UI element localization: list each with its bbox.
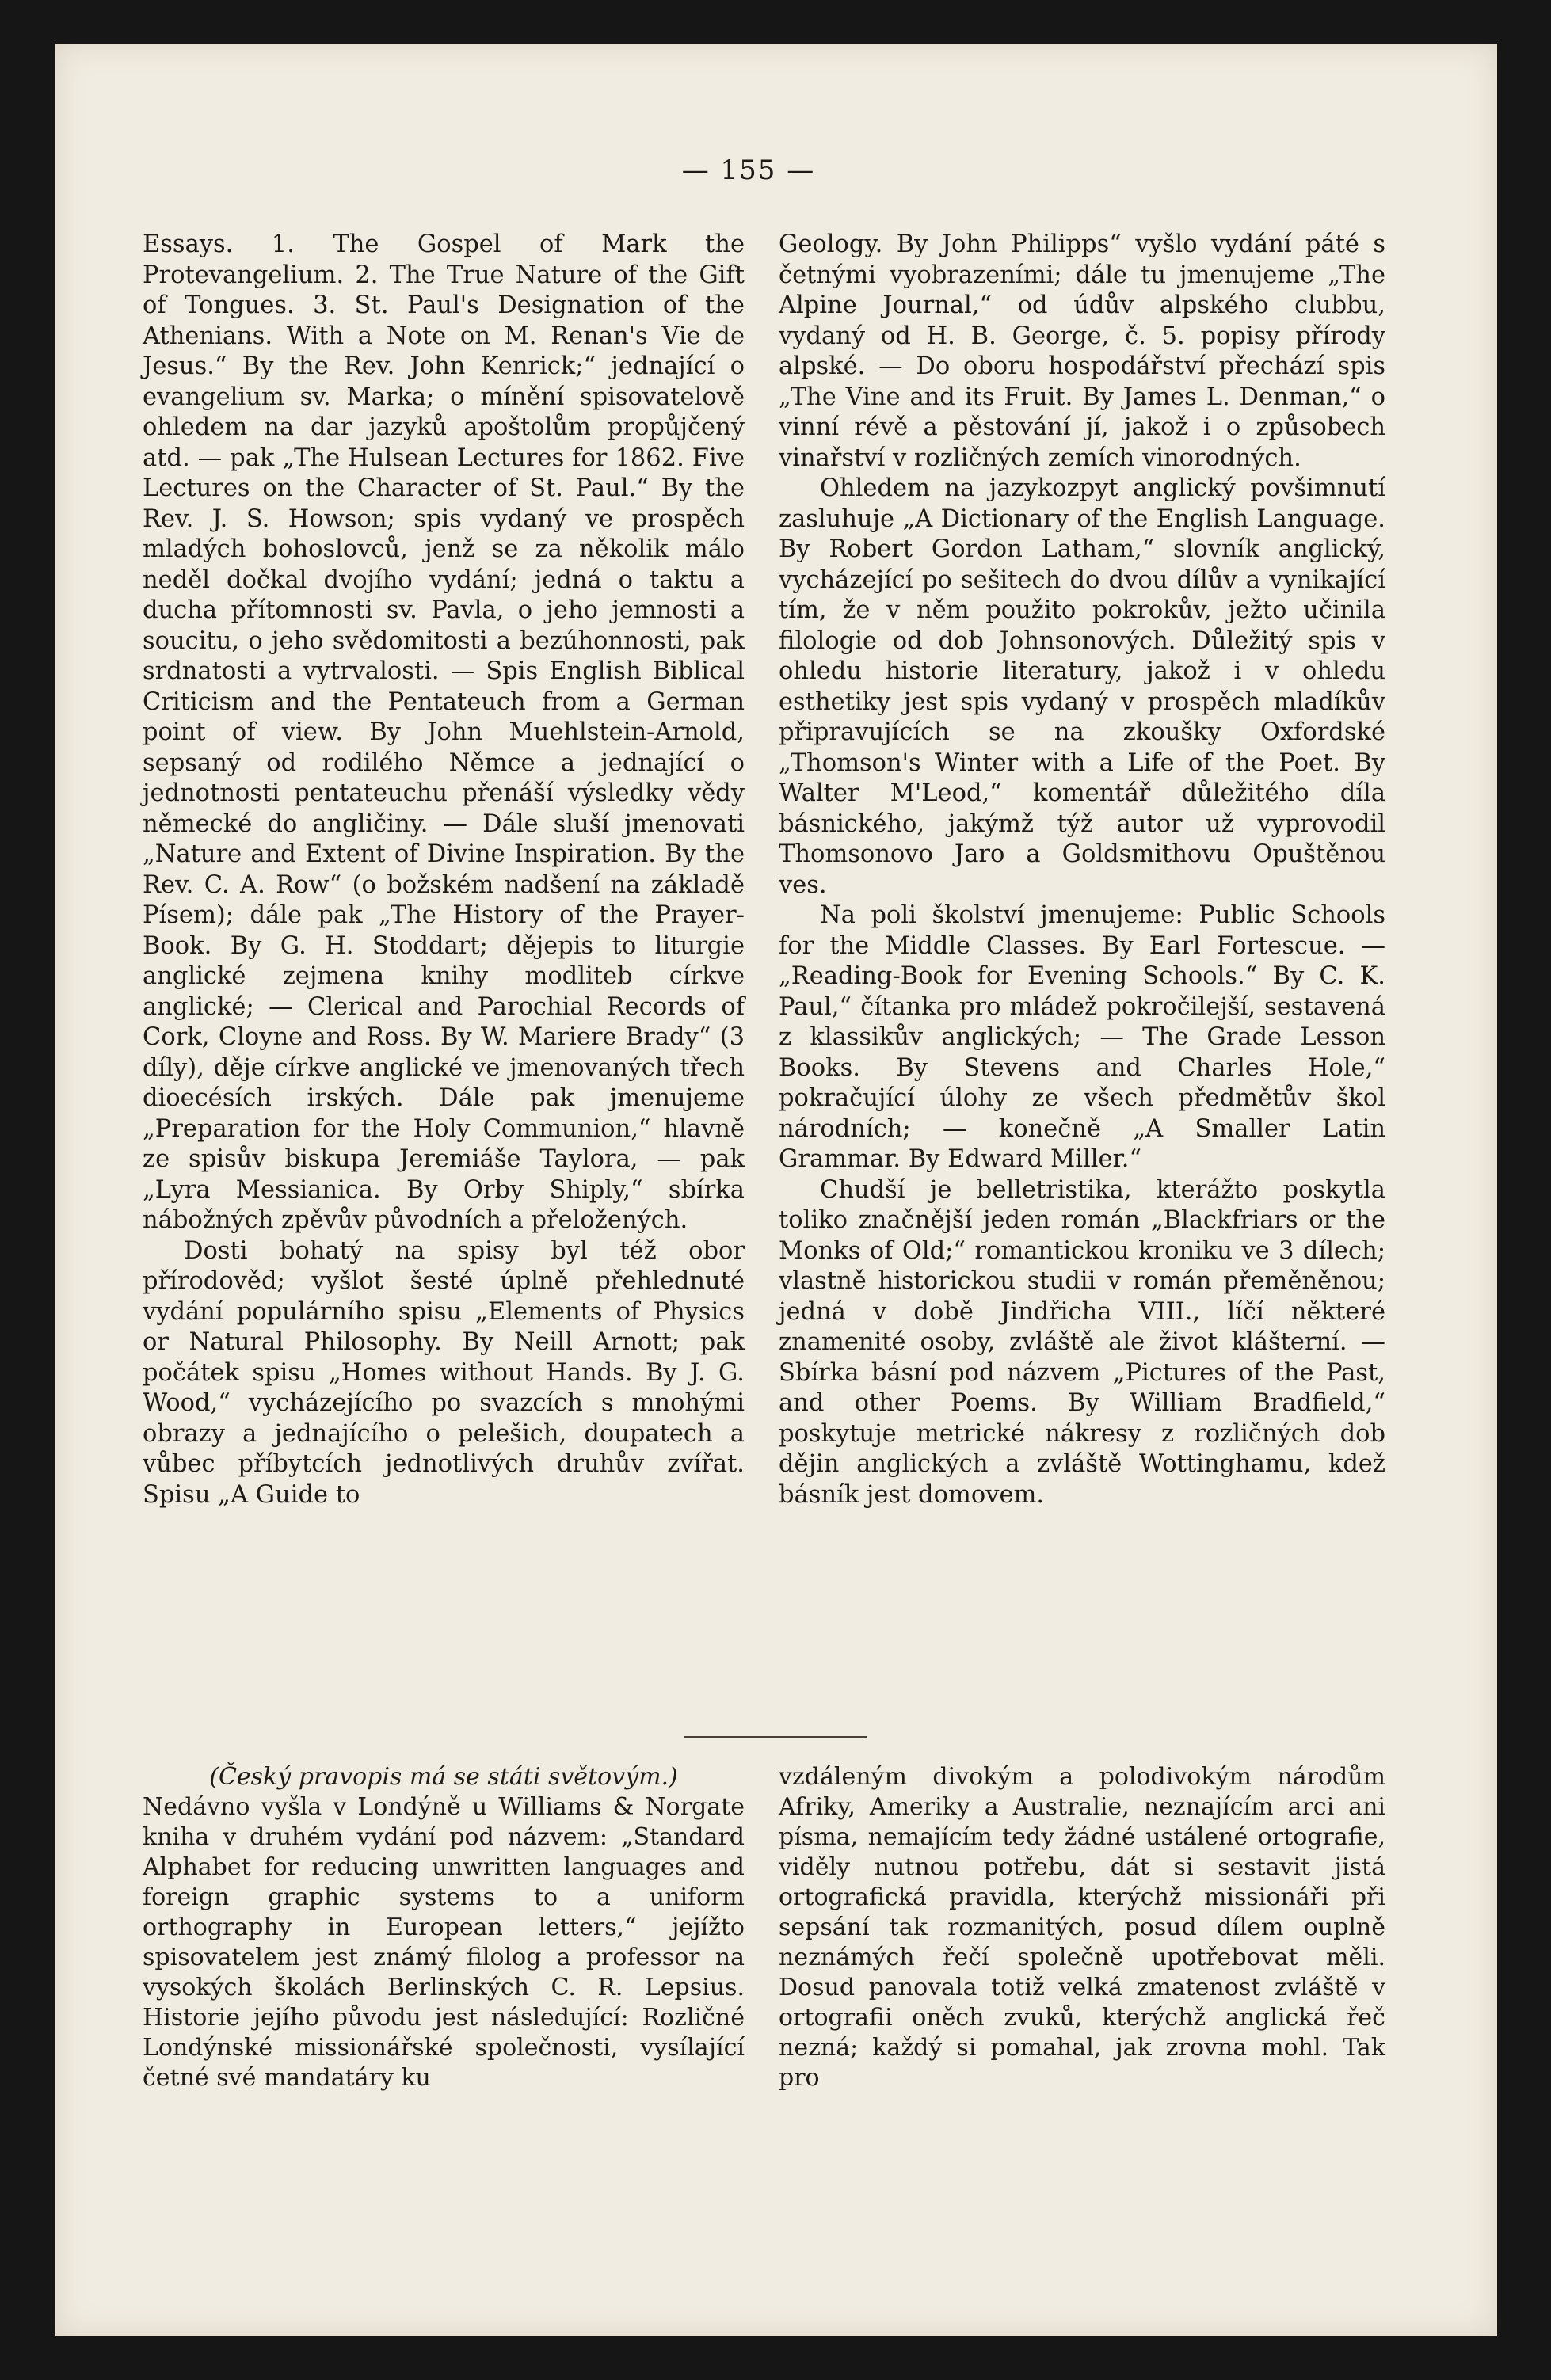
paragraph: vzdáleným divokým a polodivokým národům Afriky, Ameriky a Australie, neznajícím arci ani písma, nemajícím tedy žádné ustálené ortografie, viděly nutnou potřebu, dát si sestavit jistá ortografická pravidla, kterýchž missionáři při sepsání tak rozmanitých, posud dílem ouplně neznámých řečí společně upotřebovat měli. Dosud panovala totiž velká zmatenost zvláště v ortografii oněch zvuků, kterýchž anglická řeč nezná; každý si pomahal, jak zrovna mohl. Tak pro bbox=[779, 1763, 1385, 2092]
paragraph: Nedávno vyšla v Londýně u Williams & Norgate kniha v druhém vydání pod názvem: „Standard Alphabet for reducing unwritten languages and foreign graphic systems to a uniform orthography in European letters,“ jejížto spisovatelem jest známý filolog a professor na vysokých školách Berlinských C. R. Lepsius. Historie jejího původu jest následující: Rozličné Londýnské missionářské společnosti, vysílající četné své mandatáry ku bbox=[143, 1793, 745, 2092]
paragraph: Na poli školství jmenujeme: Public Schools for the Middle Classes. By Earl Fortescue. — „Reading-Book for Evening Schools.“ By C. K. Paul,“ čítanka pro mládež pokročilejší, sestavená z klassikův anglických; — The Grade Lesson Books. By Stevens and Charles Hole,“ pokračující úlohy ze všech předmětův škol národních; — konečně „A Smaller Latin Grammar. By Edward Miller.“ bbox=[779, 901, 1385, 1173]
right-column bbox=[779, 230, 1385, 1510]
paragraph: Essays. 1. The Gospel of Mark the Protevangelium. 2. The True Nature of the Gift of Tongues. 3. St. Paul's Designation of the Athenians. With a Note on M. Renan's Vie de Jesus.“ By the Rev. John Kenrick;“ jednající o evangelium sv. Marka; o mínění spisovatelově ohledem na dar jazyků apoštolům propůjčený atd. — pak „The Hulsean Lectures for 1862. Five Lectures on the Character of St. Paul.“ By the Rev. J. S. Howson; spis vydaný ve prospěch mladých bohoslovců, jenž se za několik málo neděl dočkal dvojího vydání; jedná o taktu a ducha přítomnosti sv. Pavla, o jeho jemnosti a soucitu, o jeho svědomitosti a bezúhonnosti, pak srdnatosti a vytrvalosti. — Spis English Biblical Criticism and the Pentateuch from a German point of view. By John Muehlstein-Arnold, sepsaný od rodilého Němce a jednající o jednotnosti pentateuchu přenáší výsledky vědy německé do angličiny. — Dále sluší jmenovati „Nature and Extent of Divine Inspiration. By the Rev. C. A. Row“ (o božském nadšení na základě Písem); dále pak „The History of the Prayer-Book. By G. H. Stoddart; dějepis to liturgie anglické zejmena knihy modliteb církve anglické; — Clerical and Parochial Records of Cork, Cloyne and Ross. By W. Mariere Brady“ (3 díly), děje církve anglické ve jmenovaných třech dioecésích irských. Dále pak jmenujeme „Preparation for the Holy Communion,“ hlavně ze spisův biskupa Jeremiáše Taylora, — pak „Lyra Messianica. By Orby Shiply,“ sbírka nábožných zpěvův původních a přeložených. bbox=[143, 230, 745, 1234]
left-column bbox=[143, 230, 745, 1510]
paragraph: Ohledem na jazykozpyt anglický povšimnutí zasluhuje „A Dictionary of the English Language. By Robert Gordon Latham,“ slovník anglický, vycházející po sešitech do dvou dílův a vynikající tím, že v něm použito pokrokův, ježto učinila filologie od dob Johnsonových. Důležitý spis v ohledu historie literatury, jakož i v ohledu esthetiky jest spis vydaný v prospěch mladíkův připravujících se na zkoušky Oxfordské „Thomson's Winter with a Life of the Poet. By Walter M'Leod,“ komentář důležitého díla básnického, jakýmž týž autor už vyprovodil Thomsonovo Jaro a Goldsmithovu Opuštěnou ves. bbox=[779, 474, 1385, 899]
bottom-left-column bbox=[143, 1762, 745, 2093]
section-divider bbox=[684, 1736, 867, 1738]
article-heading: (Český pravopis má se státi světovým.) bbox=[209, 1763, 678, 1791]
paragraph: Dosti bohatý na spisy byl též obor přírodověd; vyšlot šesté úplně přehlednuté vydání populárního spisu „Elements of Physics or Natural Philosophy. By Neill Arnott; pak počátek spisu „Homes without Hands. By J. G. Wood,“ vycházejícího po svazcích s mnohými obrazy a jednajícího o pelešich, doupatech a vůbec příbytcích jednotlivých druhův zvířat. Spisu „A Guide to bbox=[143, 1236, 745, 1509]
bottom-right-column bbox=[779, 1762, 1385, 2093]
paragraph: Geology. By John Philipps“ vyšlo vydání páté s četnými vyobrazeními; dále tu jmenujeme „The Alpine Journal,“ od údův alpského clubbu, vydaný od H. B. George, č. 5. popisy přírody alpské. — Do oboru hospodářství přechází spis „The Vine and its Fruit. By James L. Denman,“ o vinní révě a pěstování jí, jakož i o způsobech vinařství v rozličných zemích vinorodných. bbox=[779, 230, 1385, 472]
page-number: — 155 — bbox=[681, 154, 816, 186]
paragraph: Chudší je belletristika, kterážto poskytla toliko značnější jeden román „Blackfriars or the Monks of Old;“ romantickou kroniku ve 3 dílech; vlastně historickou studii v román přeměněnou; jedná v době Jindřicha VIII., líčí některé znamenité osoby, zvláště ale život klášterní. — Sbírka básní pod názvem „Pictures of the Past, and other Poems. By William Bradfield,“ poskytuje metrické nákresy z rozličných dob dějin anglických a zvláště Wottinghamu, kdež básník jest domovem. bbox=[779, 1175, 1385, 1509]
